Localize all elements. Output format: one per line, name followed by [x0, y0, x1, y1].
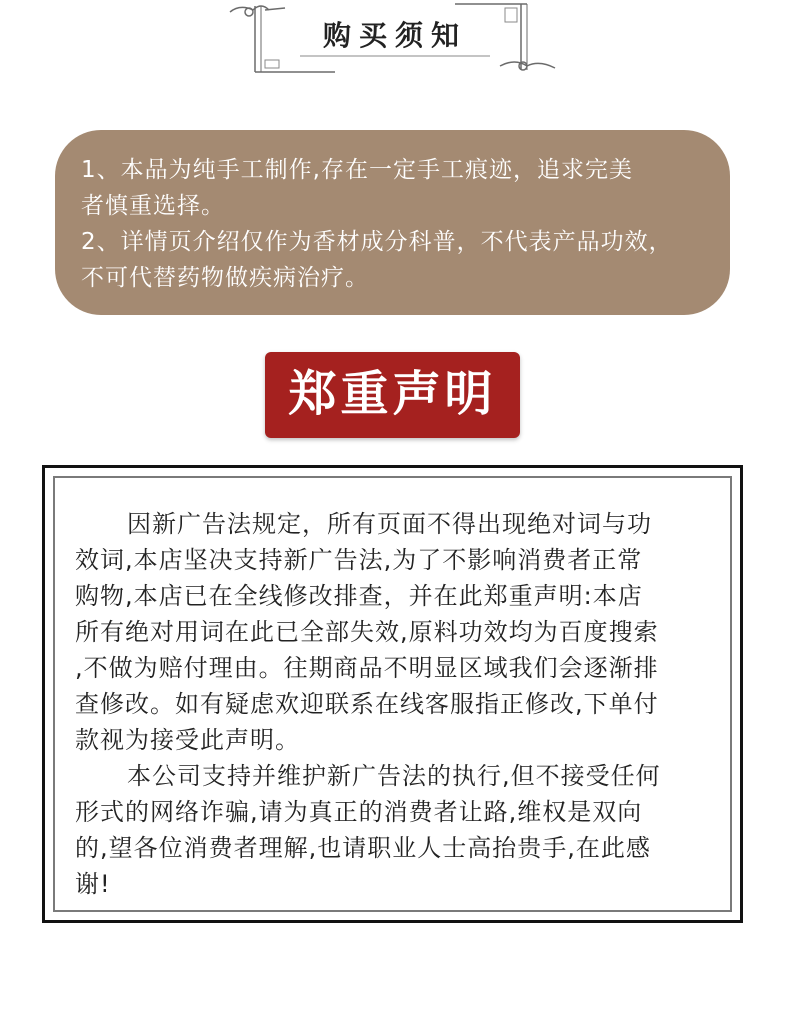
declaration-panel — [42, 465, 743, 923]
declaration-line: 形式的网络诈骗,请为真正的消费者让路,维权是双向 — [75, 798, 643, 826]
notice-line: 不可代替药物做疾病治疗。 — [81, 265, 369, 291]
notice-line: 1、本品为纯手工制作,存在一定手工痕迹，追求完美 — [81, 157, 633, 183]
banner-title: 购买须知 — [322, 19, 467, 52]
declaration-line: 效词,本店坚决支持新广告法,为了不影响消费者正常 — [75, 546, 643, 574]
declaration-line: 本公司支持并维护新广告法的执行,但不接受任何 — [127, 762, 661, 790]
declaration-line: 的,望各位消费者理解,也请职业人士高抬贵手,在此感 — [75, 834, 651, 862]
section-header-banner — [225, 0, 565, 80]
declaration-line: ,不做为赔付理由。往期商品不明显区域我们会逐渐排 — [75, 654, 659, 682]
declaration-line: 因新广告法规定，所有页面不得出现绝对词与功 — [127, 510, 652, 538]
cloud-scroll-icon — [230, 6, 285, 16]
notice-line: 者慎重选择。 — [81, 193, 225, 219]
declaration-title: 郑重声明 — [288, 366, 497, 422]
declaration-title-stamp — [265, 352, 520, 438]
notice-line: 2、详情页介绍仅作为香材成分科普，不代表产品功效， — [81, 229, 673, 255]
declaration-line: 谢! — [75, 870, 111, 898]
declaration-line: 查修改。如有疑虑欢迎联系在线客服指正修改,下单付 — [75, 690, 659, 718]
declaration-line: 购物,本店已在全线修改排查，并在此郑重声明:本店 — [75, 582, 643, 610]
notice-text — [81, 152, 721, 296]
declaration-line: 款视为接受此声明。 — [75, 726, 300, 754]
declaration-line: 所有绝对用词在此已全部失效,原料功效均为百度搜索 — [75, 618, 659, 646]
declaration-text — [75, 506, 705, 902]
purchase-notice-box — [55, 130, 730, 315]
